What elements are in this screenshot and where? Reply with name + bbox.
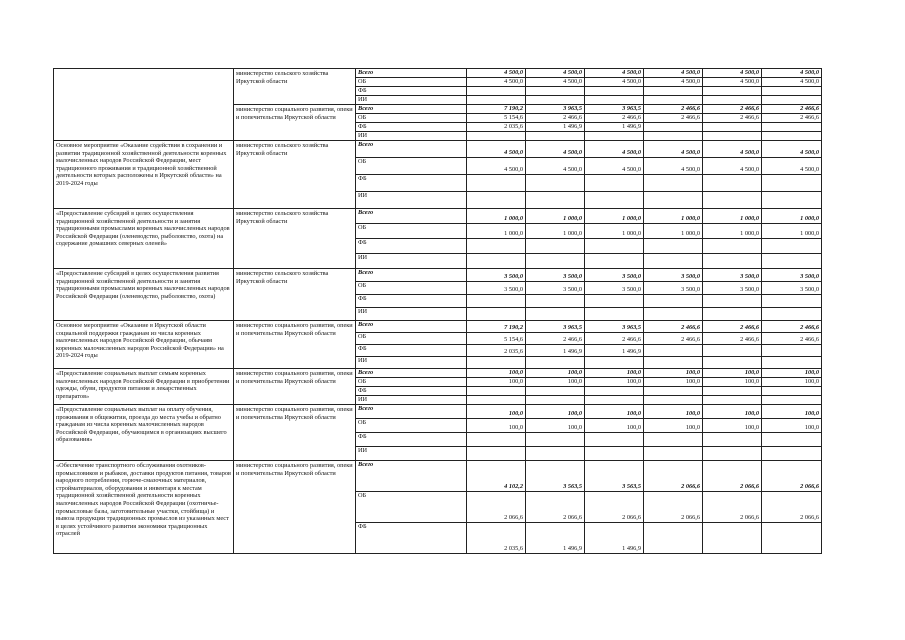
year-value-4 xyxy=(644,87,703,96)
year-value-1: 100,0 xyxy=(467,378,526,387)
year-value-1 xyxy=(467,96,526,105)
year-value-5: 2 066,6 xyxy=(703,492,762,523)
year-value-3: 3 963,5 xyxy=(585,105,644,114)
funding-source: ФБ xyxy=(356,175,467,192)
funding-source: ФБ xyxy=(356,295,467,308)
year-value-4: 100,0 xyxy=(644,419,703,433)
year-value-3 xyxy=(585,254,644,269)
year-value-3: 3 963,5 xyxy=(585,321,644,333)
measure-description: Основное мероприятие «Оказание содействия в сохранении и развитии традиционной хозяйственной деятельности коренных малочисленных народов Российской Федерации, мест традиционного проживания и традиционной хозяйственной деятельности которых расположены в Иркутской области» на 2019-2024 годы xyxy=(54,141,234,209)
funding-source: ИИ xyxy=(356,132,467,141)
year-value-1: 2 066,6 xyxy=(467,492,526,523)
year-value-4 xyxy=(644,123,703,132)
year-value-5 xyxy=(703,523,762,554)
year-value-4: 2 466,6 xyxy=(644,114,703,123)
year-value-6 xyxy=(762,96,822,105)
year-value-3: 3 500,0 xyxy=(585,282,644,295)
year-value-6 xyxy=(762,254,822,269)
year-value-5 xyxy=(703,254,762,269)
year-value-5: 100,0 xyxy=(703,419,762,433)
year-value-5: 100,0 xyxy=(703,369,762,378)
year-value-1 xyxy=(467,308,526,321)
year-value-3 xyxy=(585,387,644,396)
year-value-5: 100,0 xyxy=(703,378,762,387)
year-value-2: 2 466,6 xyxy=(526,333,585,345)
year-value-3 xyxy=(585,396,644,405)
year-value-6: 4 500,0 xyxy=(762,141,822,158)
funding-source: Всего xyxy=(356,461,467,492)
year-value-4: 2 066,6 xyxy=(644,461,703,492)
year-value-2 xyxy=(526,96,585,105)
year-value-3: 1 000,0 xyxy=(585,209,644,224)
year-value-3 xyxy=(585,239,644,254)
year-value-2 xyxy=(526,295,585,308)
measure-description: «Предоставление социальных выплат семьям коренных малочисленных народов Российской Федерации в приобретении одежды, обуви, продуктов питания и лекарственных препаратов» xyxy=(54,369,234,405)
year-value-5: 1 000,0 xyxy=(703,224,762,239)
year-value-4 xyxy=(644,295,703,308)
year-value-5 xyxy=(703,175,762,192)
year-value-5 xyxy=(703,433,762,447)
funding-source: Всего xyxy=(356,105,467,114)
year-value-4: 1 000,0 xyxy=(644,209,703,224)
year-value-6: 1 000,0 xyxy=(762,224,822,239)
funding-source: Всего xyxy=(356,321,467,333)
year-value-6: 1 000,0 xyxy=(762,209,822,224)
year-value-2 xyxy=(526,433,585,447)
year-value-1: 1 000,0 xyxy=(467,209,526,224)
executor-name: министерство социального развития, опеки и попечительства Иркутской области xyxy=(234,405,356,461)
table-row xyxy=(54,321,822,333)
year-value-5 xyxy=(703,87,762,96)
year-value-3: 1 000,0 xyxy=(585,224,644,239)
year-value-5: 3 500,0 xyxy=(703,282,762,295)
year-value-6: 3 500,0 xyxy=(762,282,822,295)
year-value-4 xyxy=(644,387,703,396)
year-value-6 xyxy=(762,396,822,405)
executor-name: министерство сельского хозяйства Иркутской области xyxy=(234,69,356,105)
year-value-1: 2 035,6 xyxy=(467,345,526,357)
year-value-5 xyxy=(703,308,762,321)
year-value-6: 2 066,6 xyxy=(762,461,822,492)
year-value-1: 4 500,0 xyxy=(467,78,526,87)
year-value-5: 4 500,0 xyxy=(703,78,762,87)
year-value-4: 1 000,0 xyxy=(644,224,703,239)
year-value-5: 1 000,0 xyxy=(703,209,762,224)
year-value-2: 1 496,9 xyxy=(526,123,585,132)
year-value-2: 1 496,9 xyxy=(526,523,585,554)
year-value-6: 4 500,0 xyxy=(762,69,822,78)
table-row xyxy=(54,141,822,158)
year-value-5: 2 466,6 xyxy=(703,333,762,345)
year-value-6: 4 500,0 xyxy=(762,78,822,87)
year-value-5 xyxy=(703,387,762,396)
year-value-2 xyxy=(526,132,585,141)
year-value-2: 4 500,0 xyxy=(526,78,585,87)
year-value-6 xyxy=(762,447,822,461)
year-value-3: 1 496,9 xyxy=(585,345,644,357)
table-row xyxy=(54,269,822,282)
year-value-5 xyxy=(703,192,762,209)
year-value-4: 4 500,0 xyxy=(644,69,703,78)
year-value-5: 2 466,6 xyxy=(703,105,762,114)
year-value-6 xyxy=(762,357,822,369)
year-value-1: 4 500,0 xyxy=(467,158,526,175)
year-value-6 xyxy=(762,387,822,396)
funding-source: ИИ xyxy=(356,447,467,461)
year-value-4: 2 066,6 xyxy=(644,492,703,523)
funding-source: ИИ xyxy=(356,357,467,369)
year-value-1 xyxy=(467,433,526,447)
year-value-5 xyxy=(703,357,762,369)
year-value-5 xyxy=(703,295,762,308)
year-value-2: 1 000,0 xyxy=(526,224,585,239)
year-value-6: 100,0 xyxy=(762,405,822,419)
year-value-3: 4 500,0 xyxy=(585,158,644,175)
year-value-2: 100,0 xyxy=(526,378,585,387)
year-value-6 xyxy=(762,175,822,192)
funding-source: ОБ xyxy=(356,492,467,523)
year-value-1: 4 500,0 xyxy=(467,69,526,78)
year-value-1 xyxy=(467,447,526,461)
year-value-3 xyxy=(585,87,644,96)
year-value-3: 100,0 xyxy=(585,419,644,433)
year-value-6: 2 066,6 xyxy=(762,492,822,523)
year-value-3: 2 466,6 xyxy=(585,333,644,345)
year-value-1: 3 500,0 xyxy=(467,282,526,295)
measure-description: «Предоставление субсидий в целях осуществления развития традиционной хозяйственной деятельности и занятия традиционными промыслами коренных малочисленных народов Российской Федерации (оленеводство, рыболовство, охота) xyxy=(54,269,234,321)
executor-name: министерство сельского хозяйства Иркутской области xyxy=(234,269,356,321)
year-value-1 xyxy=(467,295,526,308)
year-value-2: 3 500,0 xyxy=(526,269,585,282)
budget-table xyxy=(53,68,822,554)
year-value-3 xyxy=(585,295,644,308)
year-value-5 xyxy=(703,96,762,105)
year-value-2: 3 563,5 xyxy=(526,461,585,492)
year-value-1 xyxy=(467,175,526,192)
year-value-4: 4 500,0 xyxy=(644,158,703,175)
year-value-1: 3 500,0 xyxy=(467,269,526,282)
year-value-5: 2 466,6 xyxy=(703,114,762,123)
year-value-5 xyxy=(703,345,762,357)
year-value-4: 2 466,6 xyxy=(644,321,703,333)
funding-source: ОБ xyxy=(356,114,467,123)
funding-source: Всего xyxy=(356,369,467,378)
year-value-2: 1 000,0 xyxy=(526,209,585,224)
year-value-4: 2 466,6 xyxy=(644,333,703,345)
funding-source: ФБ xyxy=(356,345,467,357)
year-value-3: 2 466,6 xyxy=(585,114,644,123)
year-value-1 xyxy=(467,87,526,96)
table-row xyxy=(54,209,822,224)
funding-source: ОБ xyxy=(356,78,467,87)
year-value-1 xyxy=(467,192,526,209)
year-value-4 xyxy=(644,433,703,447)
measure-description: «Предоставление социальных выплат на оплату обучения, проживания в общежитии, проезда до места учебы и обратно гражданам из числа коренных малочисленных народов Российской Федерации, обучающимся в организациях высшего образования» xyxy=(54,405,234,461)
year-value-2 xyxy=(526,357,585,369)
year-value-5 xyxy=(703,239,762,254)
year-value-6: 2 466,6 xyxy=(762,321,822,333)
year-value-4 xyxy=(644,308,703,321)
year-value-2: 100,0 xyxy=(526,419,585,433)
year-value-2: 4 500,0 xyxy=(526,69,585,78)
year-value-5: 4 500,0 xyxy=(703,158,762,175)
year-value-2 xyxy=(526,447,585,461)
year-value-5 xyxy=(703,447,762,461)
year-value-1: 5 154,6 xyxy=(467,114,526,123)
measure-description: «Обеспечение транспортного обслуживания охотников-промысловиков и рыбаков, доставки продуктов питания, товаров народного потребления, горюче-смазочных материалов, стройматериалов, оборудования и инвентаря к местам традиционной хозяйственной деятельности коренных малочисленных народов Российской Федерации (охотничье-промысловые базы, заготовительные участки, стойбища) и вывоза продукции традиционных промыслов из указанных мест в целях устойчивого развития экономики традиционных отраслей xyxy=(54,461,234,554)
year-value-6: 100,0 xyxy=(762,419,822,433)
table-row xyxy=(54,69,822,78)
year-value-4: 4 500,0 xyxy=(644,141,703,158)
year-value-5: 4 500,0 xyxy=(703,141,762,158)
year-value-2 xyxy=(526,387,585,396)
year-value-2 xyxy=(526,239,585,254)
year-value-5: 100,0 xyxy=(703,405,762,419)
funding-source: ИИ xyxy=(356,396,467,405)
executor-name: министерство социального развития, опеки и попечительства Иркутской области xyxy=(234,321,356,369)
funding-source: ФБ xyxy=(356,123,467,132)
year-value-4 xyxy=(644,523,703,554)
year-value-3: 2 066,6 xyxy=(585,492,644,523)
year-value-1 xyxy=(467,239,526,254)
executor-name: министерство сельского хозяйства Иркутской области xyxy=(234,141,356,209)
funding-source: ОБ xyxy=(356,419,467,433)
year-value-4 xyxy=(644,96,703,105)
year-value-3 xyxy=(585,192,644,209)
year-value-6 xyxy=(762,433,822,447)
year-value-3 xyxy=(585,433,644,447)
funding-source: ОБ xyxy=(356,224,467,239)
year-value-3 xyxy=(585,357,644,369)
table-row xyxy=(54,461,822,492)
funding-source: ОБ xyxy=(356,158,467,175)
measure-description: Основное мероприятие «Оказание в Иркутской области социальной поддержки гражданам из числа коренных малочисленных народов Российской Федерации, обычаям коренных малочисленных народов Российской Федерации» на 2019-2024 годы xyxy=(54,321,234,369)
executor-name: министерство социального развития, опеки и попечительства Иркутской области xyxy=(234,369,356,405)
year-value-4 xyxy=(644,239,703,254)
year-value-4 xyxy=(644,132,703,141)
year-value-1: 5 154,6 xyxy=(467,333,526,345)
year-value-4 xyxy=(644,357,703,369)
year-value-3: 4 500,0 xyxy=(585,69,644,78)
table-row xyxy=(54,369,822,378)
year-value-1: 2 035,6 xyxy=(467,523,526,554)
year-value-2 xyxy=(526,308,585,321)
year-value-2: 100,0 xyxy=(526,369,585,378)
year-value-2: 3 963,5 xyxy=(526,105,585,114)
year-value-4: 100,0 xyxy=(644,405,703,419)
year-value-2: 100,0 xyxy=(526,405,585,419)
executor-name: министерство социального развития, опеки и попечительства Иркутской области xyxy=(234,461,356,554)
year-value-3: 1 496,9 xyxy=(585,523,644,554)
year-value-3: 4 500,0 xyxy=(585,78,644,87)
year-value-5 xyxy=(703,396,762,405)
year-value-1 xyxy=(467,396,526,405)
year-value-3: 1 496,9 xyxy=(585,123,644,132)
year-value-1 xyxy=(467,387,526,396)
year-value-3 xyxy=(585,175,644,192)
year-value-4 xyxy=(644,175,703,192)
year-value-3 xyxy=(585,96,644,105)
year-value-6: 100,0 xyxy=(762,378,822,387)
funding-source: ИИ xyxy=(356,308,467,321)
year-value-2 xyxy=(526,192,585,209)
year-value-3 xyxy=(585,308,644,321)
year-value-2: 2 466,6 xyxy=(526,114,585,123)
funding-source: ФБ xyxy=(356,523,467,554)
funding-source: ОБ xyxy=(356,282,467,295)
year-value-1: 100,0 xyxy=(467,419,526,433)
funding-source: ФБ xyxy=(356,387,467,396)
year-value-6: 2 466,6 xyxy=(762,333,822,345)
funding-source: Всего xyxy=(356,269,467,282)
year-value-2: 4 500,0 xyxy=(526,158,585,175)
funding-source: ОБ xyxy=(356,378,467,387)
year-value-1: 4 500,0 xyxy=(467,141,526,158)
year-value-4: 3 500,0 xyxy=(644,269,703,282)
year-value-5 xyxy=(703,123,762,132)
year-value-3: 100,0 xyxy=(585,369,644,378)
year-value-1: 100,0 xyxy=(467,405,526,419)
year-value-4: 100,0 xyxy=(644,378,703,387)
funding-source: Всего xyxy=(356,69,467,78)
year-value-2: 3 963,5 xyxy=(526,321,585,333)
funding-source: Всего xyxy=(356,405,467,419)
year-value-1 xyxy=(467,357,526,369)
funding-source: ИИ xyxy=(356,96,467,105)
funding-source: ФБ xyxy=(356,239,467,254)
year-value-5 xyxy=(703,132,762,141)
year-value-6: 3 500,0 xyxy=(762,269,822,282)
year-value-6 xyxy=(762,192,822,209)
year-value-6 xyxy=(762,345,822,357)
year-value-2 xyxy=(526,87,585,96)
year-value-2 xyxy=(526,396,585,405)
funding-source: Всего xyxy=(356,141,467,158)
year-value-1: 100,0 xyxy=(467,369,526,378)
year-value-6 xyxy=(762,132,822,141)
year-value-1: 1 000,0 xyxy=(467,224,526,239)
year-value-4: 4 500,0 xyxy=(644,78,703,87)
year-value-2: 3 500,0 xyxy=(526,282,585,295)
year-value-1 xyxy=(467,254,526,269)
year-value-2: 4 500,0 xyxy=(526,141,585,158)
year-value-1: 4 102,2 xyxy=(467,461,526,492)
year-value-6 xyxy=(762,295,822,308)
funding-source: ФБ xyxy=(356,87,467,96)
year-value-3: 3 500,0 xyxy=(585,269,644,282)
year-value-5: 4 500,0 xyxy=(703,69,762,78)
year-value-4: 100,0 xyxy=(644,369,703,378)
executor-name: министерство сельского хозяйства Иркутской области xyxy=(234,209,356,269)
year-value-6: 4 500,0 xyxy=(762,158,822,175)
year-value-3: 4 500,0 xyxy=(585,141,644,158)
year-value-2: 1 496,9 xyxy=(526,345,585,357)
year-value-5: 2 466,6 xyxy=(703,321,762,333)
year-value-4 xyxy=(644,254,703,269)
year-value-4 xyxy=(644,192,703,209)
year-value-3: 100,0 xyxy=(585,378,644,387)
year-value-4 xyxy=(644,447,703,461)
funding-source: ФБ xyxy=(356,433,467,447)
year-value-1: 7 190,2 xyxy=(467,321,526,333)
year-value-6 xyxy=(762,123,822,132)
year-value-4 xyxy=(644,345,703,357)
year-value-6: 100,0 xyxy=(762,369,822,378)
year-value-6 xyxy=(762,308,822,321)
year-value-6 xyxy=(762,239,822,254)
year-value-1: 7 190,2 xyxy=(467,105,526,114)
year-value-1 xyxy=(467,132,526,141)
year-value-4: 3 500,0 xyxy=(644,282,703,295)
year-value-2 xyxy=(526,175,585,192)
funding-source: ИИ xyxy=(356,192,467,209)
year-value-2: 2 066,6 xyxy=(526,492,585,523)
year-value-6: 2 466,6 xyxy=(762,105,822,114)
year-value-2 xyxy=(526,254,585,269)
year-value-3: 3 563,5 xyxy=(585,461,644,492)
table-row xyxy=(54,405,822,419)
measure-description xyxy=(54,69,234,141)
year-value-6 xyxy=(762,523,822,554)
year-value-6 xyxy=(762,87,822,96)
year-value-3 xyxy=(585,132,644,141)
funding-source: Всего xyxy=(356,209,467,224)
year-value-3 xyxy=(585,447,644,461)
year-value-4 xyxy=(644,396,703,405)
funding-source: ИИ xyxy=(356,254,467,269)
year-value-6: 2 466,6 xyxy=(762,114,822,123)
year-value-5: 3 500,0 xyxy=(703,269,762,282)
year-value-4: 2 466,6 xyxy=(644,105,703,114)
year-value-1: 2 035,6 xyxy=(467,123,526,132)
executor-name: министерство социального развития, опеки и попечительства Иркутской области xyxy=(234,105,356,141)
funding-source: ОБ xyxy=(356,333,467,345)
measure-description: «Предоставление субсидий в целях осуществления традиционной хозяйственной деятельности и занятия традиционными промыслами коренных малочисленных народов Российской Федерации (оленеводство, рыболовство, охота) на содержание домашних северных оленей» xyxy=(54,209,234,269)
year-value-5: 2 066,6 xyxy=(703,461,762,492)
year-value-3: 100,0 xyxy=(585,405,644,419)
